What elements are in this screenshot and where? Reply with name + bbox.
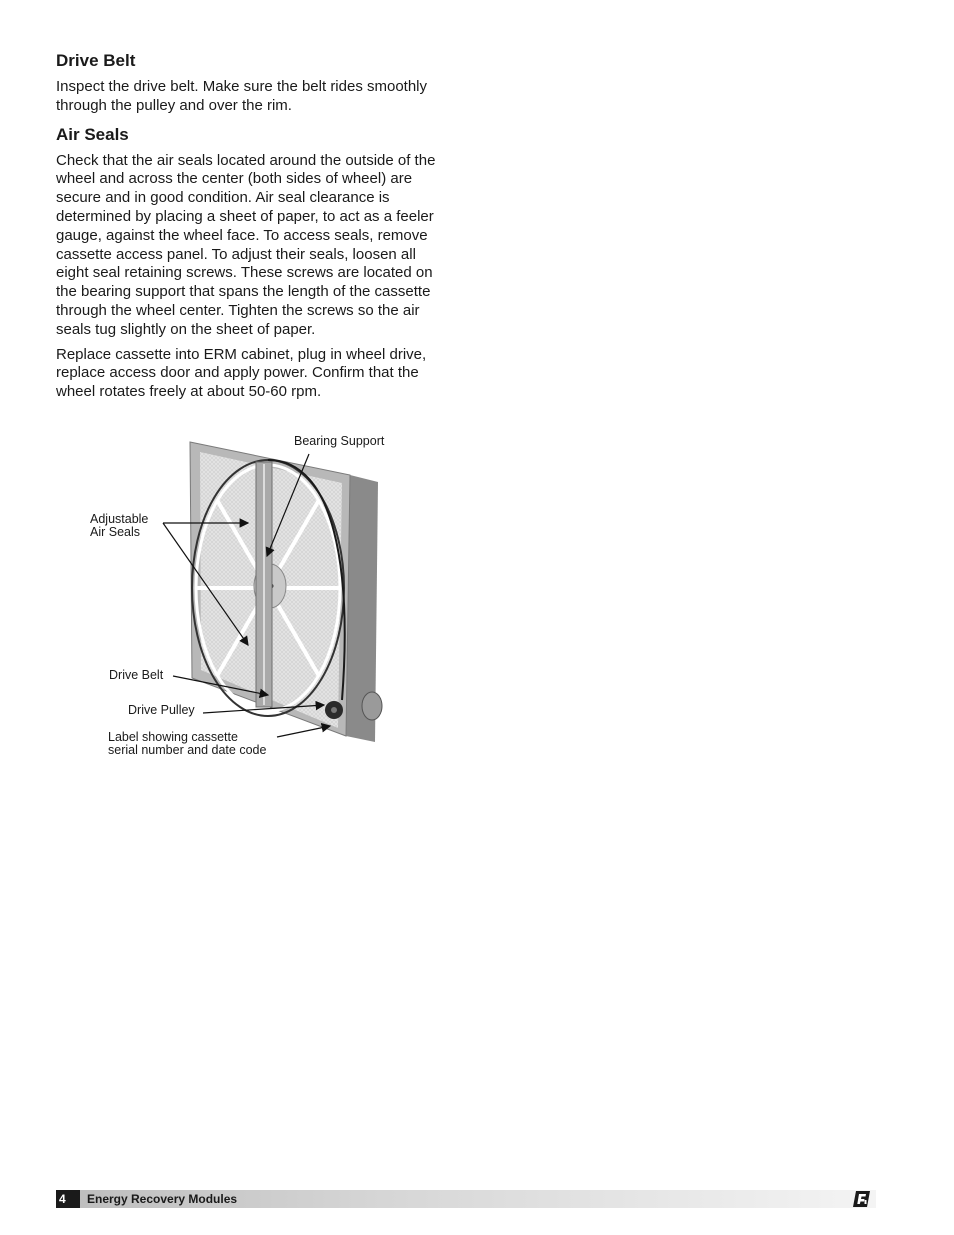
label-drive-belt: Drive Belt (109, 668, 164, 682)
label-drive-pulley: Drive Pulley (128, 703, 195, 717)
label-bearing-support: Bearing Support (294, 434, 385, 448)
arrow-cassette-label (277, 726, 330, 737)
brand-logo-icon (853, 1191, 870, 1207)
paragraph-drive-belt: Inspect the drive belt. Make sure the belt rides smoothly through the pulley and over the rim. (56, 78, 428, 114)
label-cassette-serial (108, 731, 266, 757)
erm-cassette-figure (80, 430, 410, 770)
page-footer (56, 1190, 876, 1208)
label-cassette-serial-line1: Label showing cassette (108, 730, 238, 744)
footer-document-title: Energy Recovery Modules (87, 1192, 238, 1206)
drive-motor (362, 692, 382, 720)
heading-drive-belt: Drive Belt (56, 51, 136, 70)
paragraph-air-seals-2: Replace cassette into ERM cabinet, plug in wheel drive, replace access door and apply power. Confirm that the wheel rotates freely at about 50-60 rpm. (56, 345, 427, 401)
paragraph-air-seals-1: Check that the air seals located around the outside of the wheel and across the center (both sides of wheel) are secure and in good condition. Air seal clearance is determined by placing a sheet of paper, to act as a feeler gauge, against the wheel face. To access seals, remove cassette access panel. To adjust their seals, loosen all eight seal retaining screws. These screws are located on the bearing support that spans the length of the cassette through the wheel center. Tighten the screws so the air seals tug slightly on the sheet of paper. (56, 151, 436, 338)
label-adjustable-air-seals (90, 513, 148, 539)
cassette-illustration (80, 430, 410, 770)
label-adjustable-air-seals-line1: Adjustable (90, 512, 149, 526)
section-drive-belt (56, 50, 446, 116)
section-air-seals (56, 124, 446, 402)
page-number: 4 (56, 1190, 80, 1208)
heading-air-seals: Air Seals (56, 124, 129, 144)
drive-pulley-center (331, 707, 337, 713)
label-cassette-serial-line2: serial number and date code (108, 743, 267, 757)
content-column (56, 50, 446, 408)
label-adjustable-air-seals-line2: Air Seals (90, 525, 141, 539)
